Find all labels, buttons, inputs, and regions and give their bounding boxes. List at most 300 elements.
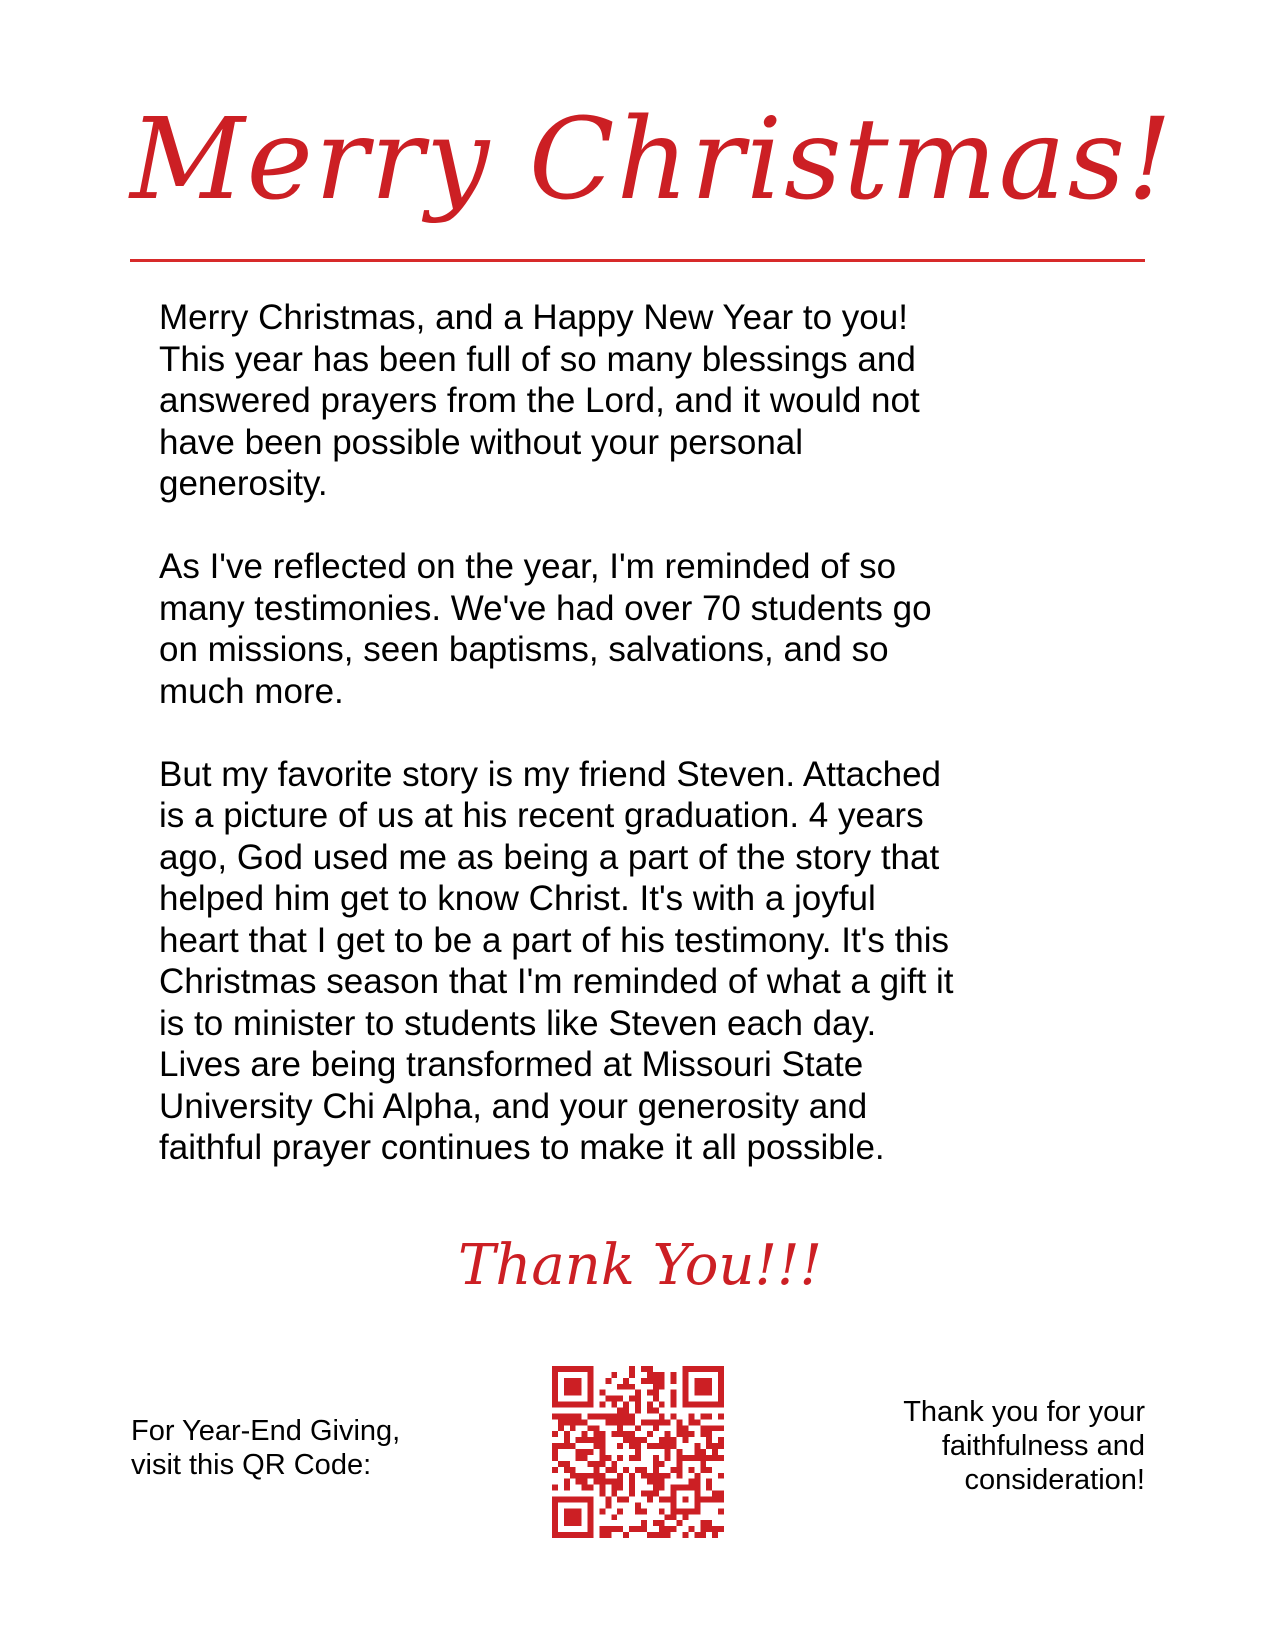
qr-module [694, 1479, 700, 1485]
qr-module [688, 1467, 694, 1473]
qr-module [617, 1455, 623, 1461]
qr-module [570, 1378, 576, 1384]
qr-module [576, 1366, 582, 1372]
qr-module [594, 1443, 600, 1449]
qr-module [611, 1461, 617, 1467]
qr-module [611, 1402, 617, 1408]
qr-module [659, 1479, 665, 1485]
qr-module [700, 1378, 706, 1384]
qr-module [611, 1491, 617, 1497]
qr-module [588, 1532, 594, 1538]
qr-module [694, 1485, 700, 1491]
qr-module [552, 1496, 558, 1502]
qr-module [694, 1502, 700, 1508]
qr-module [599, 1390, 605, 1396]
qr-module [617, 1526, 623, 1532]
qr-module [552, 1378, 558, 1384]
qr-module [653, 1455, 659, 1461]
qr-module [599, 1443, 605, 1449]
qr-module [582, 1366, 588, 1372]
qr-module [605, 1467, 611, 1473]
qr-module [588, 1366, 594, 1372]
qr-module [623, 1467, 629, 1473]
qr-module [629, 1419, 635, 1425]
qr-module [611, 1467, 617, 1473]
qr-module [576, 1419, 582, 1425]
qr-module [653, 1473, 659, 1479]
qr-module [694, 1473, 700, 1479]
qr-module [582, 1449, 588, 1455]
qr-module [647, 1366, 653, 1372]
qr-module [576, 1520, 582, 1526]
qr-module [599, 1413, 605, 1419]
qr-module [700, 1467, 706, 1473]
qr-module [706, 1455, 712, 1461]
qr-module [564, 1378, 570, 1384]
qr-module [659, 1485, 665, 1491]
qr-module [677, 1467, 683, 1473]
qr-module [617, 1485, 623, 1491]
qr-module [653, 1467, 659, 1473]
qr-module [647, 1431, 653, 1437]
qr-module [671, 1396, 677, 1402]
qr-module [588, 1384, 594, 1390]
qr-module [570, 1443, 576, 1449]
qr-module [712, 1455, 718, 1461]
qr-module [665, 1532, 671, 1538]
qr-module [700, 1402, 706, 1408]
page-title: Merry Christmas! [130, 95, 1175, 225]
qr-module [611, 1396, 617, 1402]
qr-module [570, 1366, 576, 1372]
qr-module [706, 1437, 712, 1443]
letter-body [159, 297, 1119, 1210]
qr-module [564, 1467, 570, 1473]
qr-module [659, 1402, 665, 1408]
qr-module [552, 1455, 558, 1461]
qr-module [700, 1390, 706, 1396]
qr-module [617, 1496, 623, 1502]
qr-module [588, 1514, 594, 1520]
qr-module [605, 1413, 611, 1419]
qr-module [641, 1366, 647, 1372]
qr-module [564, 1366, 570, 1372]
qr-module [552, 1396, 558, 1402]
qr-module [659, 1419, 665, 1425]
qr-module [552, 1526, 558, 1532]
qr-module [564, 1514, 570, 1520]
qr-module [599, 1485, 605, 1491]
qr-module [558, 1443, 564, 1449]
qr-module [718, 1496, 724, 1502]
qr-module [700, 1496, 706, 1502]
qr-module [588, 1396, 594, 1402]
qr-module [594, 1425, 600, 1431]
qr-module [564, 1384, 570, 1390]
qr-module [576, 1473, 582, 1479]
qr-module [576, 1402, 582, 1408]
qr-module [671, 1526, 677, 1532]
qr-module [653, 1461, 659, 1467]
qr-module [671, 1437, 677, 1443]
title-divider [130, 259, 1145, 262]
qr-module [611, 1372, 617, 1378]
qr-module [588, 1449, 594, 1455]
qr-module [623, 1384, 629, 1390]
qr-module [588, 1496, 594, 1502]
giving-label: For Year-End Giving, visit this QR Code: [131, 1415, 401, 1481]
qr-module [564, 1496, 570, 1502]
qr-module [688, 1526, 694, 1532]
qr-module [671, 1372, 677, 1378]
qr-module [570, 1496, 576, 1502]
qr-module [700, 1384, 706, 1390]
qr-module [671, 1485, 677, 1491]
qr-code-icon[interactable] [552, 1366, 724, 1538]
qr-module [605, 1419, 611, 1425]
qr-module [682, 1396, 688, 1402]
qr-module [688, 1419, 694, 1425]
qr-module [647, 1473, 653, 1479]
qr-module [599, 1473, 605, 1479]
qr-module [564, 1532, 570, 1538]
qr-module [682, 1402, 688, 1408]
qr-module [665, 1526, 671, 1532]
qr-module [576, 1532, 582, 1538]
qr-module [576, 1378, 582, 1384]
qr-module [629, 1431, 635, 1437]
qr-module [582, 1437, 588, 1443]
qr-module [594, 1437, 600, 1443]
qr-module [564, 1419, 570, 1425]
qr-module [671, 1514, 677, 1520]
qr-module [694, 1402, 700, 1408]
qr-module [623, 1378, 629, 1384]
qr-module [623, 1408, 629, 1414]
qr-module [635, 1396, 641, 1402]
qr-module [570, 1384, 576, 1390]
qr-module [665, 1473, 671, 1479]
qr-module [653, 1408, 659, 1414]
qr-module [706, 1479, 712, 1485]
qr-module [665, 1449, 671, 1455]
qr-module [653, 1491, 659, 1497]
qr-module [718, 1402, 724, 1408]
qr-module [706, 1485, 712, 1491]
qr-module [718, 1491, 724, 1497]
qr-module [599, 1508, 605, 1514]
qr-module [552, 1366, 558, 1372]
qr-module [641, 1491, 647, 1497]
qr-module [629, 1372, 635, 1378]
qr-module [641, 1378, 647, 1384]
qr-module [629, 1384, 635, 1390]
qr-module [629, 1479, 635, 1485]
qr-module [700, 1413, 706, 1419]
qr-module [718, 1413, 724, 1419]
qr-module [588, 1425, 594, 1431]
qr-module [688, 1402, 694, 1408]
qr-module [659, 1443, 665, 1449]
qr-module [688, 1413, 694, 1419]
qr-module [712, 1491, 718, 1497]
qr-module [617, 1396, 623, 1402]
qr-module [694, 1449, 700, 1455]
paragraph-intro: Merry Christmas, and a Happy New Year to you! This year has been full of so many blessings and answered prayers from the Lord, and it would not have been possible without your personal generosity. [159, 298, 920, 503]
qr-module [635, 1390, 641, 1396]
qr-module [706, 1413, 712, 1419]
qr-module [623, 1532, 629, 1538]
qr-module [682, 1384, 688, 1390]
qr-module [706, 1526, 712, 1532]
qr-module [688, 1508, 694, 1514]
qr-module [594, 1473, 600, 1479]
qr-module [564, 1461, 570, 1467]
qr-module [647, 1408, 653, 1414]
qr-module [552, 1514, 558, 1520]
qr-module [700, 1532, 706, 1538]
qr-module [629, 1473, 635, 1479]
qr-module [635, 1402, 641, 1408]
qr-module [647, 1372, 653, 1378]
qr-module [552, 1390, 558, 1396]
qr-module [665, 1514, 671, 1520]
qr-module [677, 1431, 683, 1437]
qr-code-graphic[interactable] [552, 1366, 724, 1538]
qr-module [718, 1443, 724, 1449]
paragraph-testimonies: As I've reflected on the year, I'm reminded of so many testimonies. We've had over 70 students go on missions, seen baptisms, salvations, and so much more. [159, 547, 932, 711]
qr-module [552, 1508, 558, 1514]
qr-module [641, 1467, 647, 1473]
qr-module [599, 1431, 605, 1437]
qr-module [552, 1402, 558, 1408]
qr-module [588, 1402, 594, 1408]
qr-module [605, 1479, 611, 1485]
qr-module [718, 1425, 724, 1431]
qr-module [564, 1485, 570, 1491]
qr-module [617, 1431, 623, 1437]
qr-module [712, 1526, 718, 1532]
qr-module [677, 1461, 683, 1467]
qr-module [617, 1425, 623, 1431]
qr-module [582, 1402, 588, 1408]
qr-module [552, 1502, 558, 1508]
qr-module [599, 1532, 605, 1538]
qr-module [641, 1508, 647, 1514]
qr-module [712, 1443, 718, 1449]
qr-module [623, 1431, 629, 1437]
qr-module [635, 1502, 641, 1508]
qr-module [576, 1413, 582, 1419]
qr-module [647, 1532, 653, 1538]
qr-module [647, 1443, 653, 1449]
qr-module [576, 1437, 582, 1443]
qr-module [665, 1496, 671, 1502]
qr-module [588, 1413, 594, 1419]
qr-module [635, 1508, 641, 1514]
qr-module [594, 1413, 600, 1419]
qr-module [617, 1413, 623, 1419]
qr-module [605, 1526, 611, 1532]
qr-module [582, 1455, 588, 1461]
qr-module [665, 1455, 671, 1461]
qr-module [659, 1508, 665, 1514]
qr-module [599, 1449, 605, 1455]
qr-module [682, 1508, 688, 1514]
qr-module [588, 1461, 594, 1467]
qr-module [706, 1443, 712, 1449]
qr-module [635, 1526, 641, 1532]
qr-module [588, 1372, 594, 1378]
qr-module [599, 1402, 605, 1408]
qr-module [682, 1496, 688, 1502]
qr-module [570, 1508, 576, 1514]
qr-module [659, 1378, 665, 1384]
qr-module [682, 1514, 688, 1520]
qr-module [671, 1413, 677, 1419]
qr-module [558, 1419, 564, 1425]
qr-module [718, 1437, 724, 1443]
qr-module [718, 1384, 724, 1390]
qr-module [659, 1532, 665, 1538]
qr-module [611, 1479, 617, 1485]
qr-module [712, 1496, 718, 1502]
qr-module [671, 1496, 677, 1502]
qr-module [682, 1390, 688, 1396]
qr-module [611, 1485, 617, 1491]
qr-module [688, 1479, 694, 1485]
qr-module [623, 1402, 629, 1408]
qr-module [552, 1372, 558, 1378]
qr-module [671, 1378, 677, 1384]
qr-module [677, 1485, 683, 1491]
qr-module [617, 1384, 623, 1390]
qr-module [641, 1473, 647, 1479]
qr-module [659, 1372, 665, 1378]
qr-module [659, 1520, 665, 1526]
qr-module [706, 1384, 712, 1390]
qr-module [558, 1366, 564, 1372]
qr-module [694, 1496, 700, 1502]
qr-module [629, 1526, 635, 1532]
qr-module [718, 1455, 724, 1461]
qr-module [570, 1413, 576, 1419]
qr-module [659, 1413, 665, 1419]
qr-module [700, 1520, 706, 1526]
qr-module [671, 1502, 677, 1508]
qr-module [671, 1443, 677, 1449]
qr-module [599, 1461, 605, 1467]
qr-module [564, 1508, 570, 1514]
qr-module [582, 1532, 588, 1538]
qr-module [611, 1526, 617, 1532]
qr-module [706, 1496, 712, 1502]
qr-module [653, 1532, 659, 1538]
qr-module [635, 1455, 641, 1461]
qr-module [682, 1485, 688, 1491]
qr-module [718, 1526, 724, 1532]
qr-module [694, 1390, 700, 1396]
qr-module [605, 1532, 611, 1538]
qr-module [617, 1473, 623, 1479]
qr-module [564, 1443, 570, 1449]
qr-module [576, 1390, 582, 1396]
qr-module [635, 1449, 641, 1455]
qr-module [682, 1431, 688, 1437]
qr-module [635, 1408, 641, 1414]
qr-module [570, 1402, 576, 1408]
qr-module [599, 1526, 605, 1532]
qr-module [700, 1526, 706, 1532]
qr-module [706, 1431, 712, 1437]
qr-module [718, 1508, 724, 1514]
qr-module [653, 1378, 659, 1384]
qr-module [706, 1520, 712, 1526]
qr-module [594, 1431, 600, 1437]
qr-module [641, 1419, 647, 1425]
qr-module [605, 1396, 611, 1402]
qr-module [653, 1425, 659, 1431]
qr-module [564, 1437, 570, 1443]
qr-module [694, 1378, 700, 1384]
qr-module [700, 1366, 706, 1372]
qr-module [694, 1532, 700, 1538]
qr-module [576, 1479, 582, 1485]
qr-module [623, 1496, 629, 1502]
qr-module [718, 1366, 724, 1372]
qr-module [605, 1378, 611, 1384]
qr-module [558, 1461, 564, 1467]
qr-module [623, 1437, 629, 1443]
qr-module [564, 1413, 570, 1419]
qr-module [700, 1455, 706, 1461]
qr-module [671, 1390, 677, 1396]
qr-module [558, 1532, 564, 1538]
qr-module [641, 1520, 647, 1526]
qr-module [712, 1532, 718, 1538]
qr-module [706, 1425, 712, 1431]
qr-module [700, 1449, 706, 1455]
qr-module [558, 1402, 564, 1408]
qr-module [647, 1402, 653, 1408]
qr-module [588, 1508, 594, 1514]
qr-module [564, 1520, 570, 1526]
qr-module [552, 1384, 558, 1390]
qr-module [677, 1473, 683, 1479]
qr-module [647, 1419, 653, 1425]
qr-module [653, 1396, 659, 1402]
qr-module [659, 1496, 665, 1502]
thank-you-heading: Thank You!!! [458, 1233, 822, 1298]
qr-module [594, 1479, 600, 1485]
qr-module [582, 1431, 588, 1437]
qr-module [694, 1419, 700, 1425]
qr-module [653, 1419, 659, 1425]
qr-module [617, 1408, 623, 1414]
qr-module [641, 1526, 647, 1532]
qr-module [671, 1508, 677, 1514]
qr-module [682, 1372, 688, 1378]
qr-module [706, 1390, 712, 1396]
qr-module [588, 1378, 594, 1384]
qr-module [641, 1437, 647, 1443]
qr-module [688, 1485, 694, 1491]
qr-module [576, 1508, 582, 1514]
qr-module [718, 1396, 724, 1402]
qr-module [694, 1366, 700, 1372]
qr-module [718, 1378, 724, 1384]
qr-module [653, 1443, 659, 1449]
